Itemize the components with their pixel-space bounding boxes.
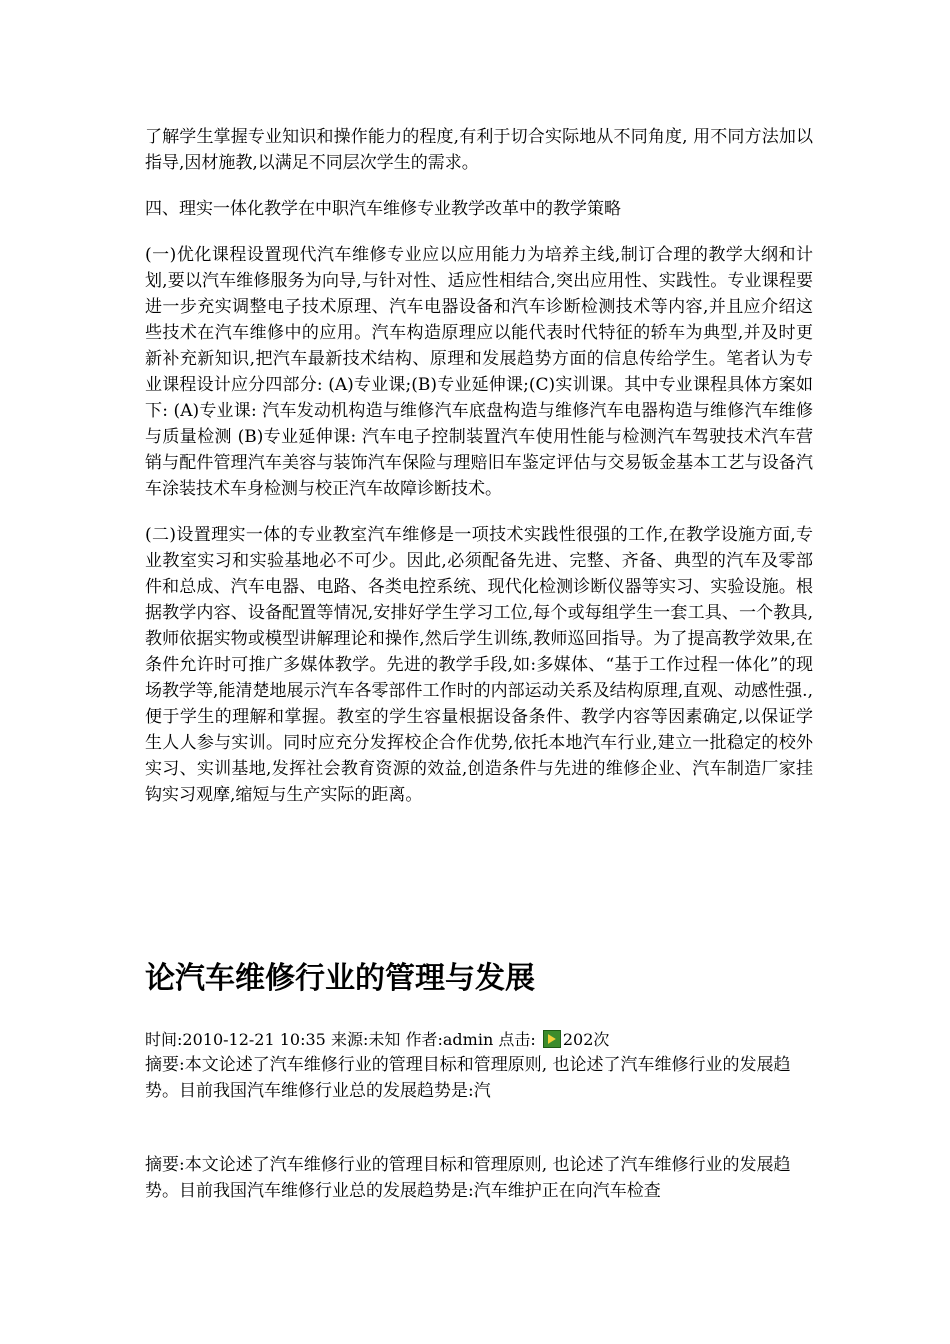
play-arrow-icon	[543, 1030, 561, 1048]
summary-short: 摘要:本文论述了汽车维修行业的管理目标和管理原则, 也论述了汽车维修行业的发展趋势。目前我国汽车维修行业总的发展趋势是:汽	[145, 1055, 791, 1101]
time-value: 2010-12-21 10:35	[182, 1030, 326, 1049]
source-label: 来源:	[330, 1030, 369, 1049]
paragraph-classroom: (二)设置理实一体的专业教室汽车维修是一项技术实践性很强的工作,在教学设施方面,专业教室实习和实验基地必不可少。因此,必须配备先进、完整、齐备、典型的汽车及零部件和总成、汽车电器、电路、各类电控系统、现代化检测诊断仪器等实习、实验设施。根据教学内容、设备配置等情况,安排好学生学习工位,每个或每组学生一套工具、一个教具, 教师依据实物或模型讲解理论和操作,然后学生训练,教师巡回指导。为了提高教学效果,在条件允许时可推广多媒体教学。先进的教学手段,如:多媒体、“基于工作过程一体化”的现场教学等,能清楚地展示汽车各零部件工作时的内部运动关系及结构原理,直观、动感性强.,便于学生的理解和掌握。教室的学生容量根据设备条件、教学内容等因素确定,以保证学生人人参与实训。同时应充分发挥校企合作优势,依托本地汽车行业,建立一批稳定的校外实习、实训基地,发挥社会教育资源的效益,创造条件与先进的维修企业、汽车制造厂家挂钩实习观摩,缩短与生产实际的距离。	[145, 525, 813, 805]
summary-full: 摘要:本文论述了汽车维修行业的管理目标和管理原则, 也论述了汽车维修行业的发展趋势。目前我国汽车维修行业总的发展趋势是:汽车维护正在向汽车检查	[145, 1155, 791, 1201]
author-value: admin	[442, 1030, 494, 1049]
hits-count: 202	[562, 1030, 594, 1049]
hits-label: 点击:	[498, 1030, 536, 1049]
article-meta	[145, 1028, 813, 1104]
source-value: 未知	[368, 1030, 401, 1049]
time-label: 时间:	[145, 1030, 183, 1049]
meta-line	[145, 1028, 813, 1052]
paragraph-course-design: (一)优化课程设置现代汽车维修专业应以应用能力为培养主线,制订合理的教学大纲和计划,要以汽车维修服务为向导,与针对性、适应性相结合,突出应用性、实践性。专业课程要进一步充实调整电子技术原理、汽车电器设备和汽车诊断检测技术等内容,并且应介绍这些技术在汽车维修中的应用。汽车构造原理应以能代表时代特征的轿车为典型,并及时更新补充新知识,把汽车最新技术结构、原理和发展趋势方面的信息传给学生。笔者认为专业课程设计应分四部分: (A)专业课;(B)专业延伸课;(C)实训课。其中专业课程具体方案如下: (A)专业课: 汽车发动机构造与维修汽车底盘构造与维修汽车电器构造与维修汽车维修与质量检测 (B)专业延伸课: 汽车电子控制装置汽车使用性能与检测汽车驾驶技术汽车营销与配件管理汽车美容与装饰汽车保险与理赔旧车鉴定评估与交易钣金基本工艺与设备汽车涂装技术车身检测与校正汽车故障诊断技术。	[145, 245, 813, 499]
paragraph-intro: 了解学生掌握专业知识和操作能力的程度,有利于切合实际地从不同角度, 用不同方法加以指导,因材施教,以满足不同层次学生的需求。	[145, 127, 813, 173]
hits-unit: 次	[593, 1030, 610, 1049]
author-label: 作者:	[405, 1030, 443, 1049]
section-heading: 四、理实一体化教学在中职汽车维修专业教学改革中的教学策略	[145, 199, 621, 219]
article-body	[145, 124, 813, 808]
article-title: 论汽车维修行业的管理与发展	[145, 961, 535, 996]
